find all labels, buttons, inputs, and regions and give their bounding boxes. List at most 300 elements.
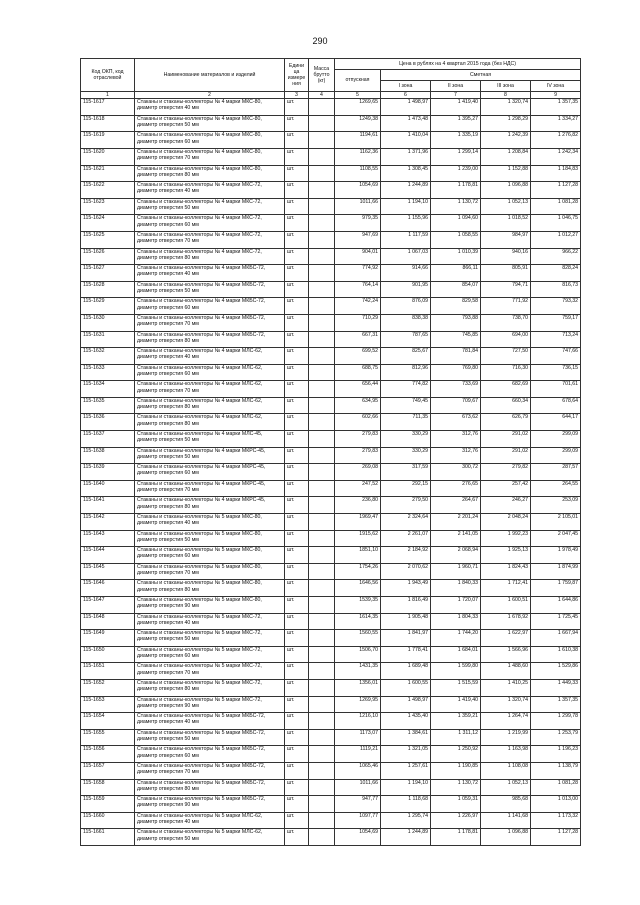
row-release-price: 1356,01 [335,679,381,696]
table-row [81,646,581,663]
row-name: Стаканы и стаканы-коллекторы № 5 марки МКС-80, диаметр отверстия 70 мм [135,563,285,580]
row-zone2-price: 1 804,33 [431,613,481,630]
row-unit: шт. [285,812,309,829]
row-zone2-price: 854,07 [431,281,481,298]
row-zone1-price: 749,45 [381,397,431,414]
row-unit: шт. [285,348,309,365]
row-zone4-price: 1 667,94 [531,630,581,647]
row-mass [309,314,335,331]
row-zone2-price: 733,69 [431,381,481,398]
row-mass [309,796,335,813]
row-mass [309,414,335,431]
row-zone3-price: 1 320,74 [481,99,531,116]
row-name: Стаканы и стаканы-коллекторы № 4 марки МКРС-45, диаметр отверстия 50 мм [135,447,285,464]
row-zone1-price: 1 410,04 [381,132,431,149]
row-unit: шт. [285,829,309,846]
row-zone1-price: 317,59 [381,464,431,481]
row-zone4-price: 1 184,83 [531,165,581,182]
row-zone3-price: 738,70 [481,314,531,331]
col-number: 5 [335,92,381,99]
row-unit: шт. [285,729,309,746]
row-mass [309,132,335,149]
row-zone2-price: 1 419,40 [431,99,481,116]
row-code: 115-1636 [81,414,135,431]
row-zone2-price: 1 250,92 [431,746,481,763]
row-mass [309,630,335,647]
table-row [81,231,581,248]
row-release-price: 764,14 [335,281,381,298]
row-name: Стаканы и стаканы-коллекторы № 5 марки МКБС-72, диаметр отверстия 60 мм [135,746,285,763]
row-code: 115-1638 [81,447,135,464]
table-row [81,530,581,547]
row-name: Стаканы и стаканы-коллекторы № 5 марки МКС-80, диаметр отверстия 80 мм [135,580,285,597]
row-mass [309,431,335,448]
row-zone4-price: 2 047,45 [531,530,581,547]
row-zone4-price: 1 242,34 [531,148,581,165]
row-unit: шт. [285,464,309,481]
row-name: Стаканы и стаканы-коллекторы № 5 марки МКС-80, диаметр отверстия 40 мм [135,514,285,531]
row-zone2-price: 1 130,72 [431,779,481,796]
row-mass [309,530,335,547]
row-zone2-price: 276,65 [431,480,481,497]
row-mass [309,829,335,846]
row-name: Стаканы и стаканы-коллекторы № 4 марки МКС-80, диаметр отверстия 70 мм [135,148,285,165]
row-code: 115-1646 [81,580,135,597]
row-zone4-price: 1 874,99 [531,563,581,580]
row-unit: шт. [285,530,309,547]
row-zone1-price: 1 067,03 [381,248,431,265]
row-zone4-price: 816,73 [531,281,581,298]
row-zone3-price: 1 992,23 [481,530,531,547]
row-code: 115-1639 [81,464,135,481]
row-name: Стаканы и стаканы-коллекторы № 5 марки МКС-72, диаметр отверстия 70 мм [135,663,285,680]
row-unit: шт. [285,746,309,763]
row-name: Стаканы и стаканы-коллекторы № 4 марки МКРС-45, диаметр отверстия 60 мм [135,464,285,481]
row-name: Стаканы и стаканы-коллекторы № 5 марки МКБС-72, диаметр отверстия 80 мм [135,779,285,796]
row-zone1-price: 2 184,92 [381,547,431,564]
row-zone2-price: 1 178,81 [431,182,481,199]
row-code: 115-1658 [81,779,135,796]
row-unit: шт. [285,397,309,414]
row-zone1-price: 1 118,68 [381,796,431,813]
row-zone2-price: 866,11 [431,265,481,282]
table-row [81,314,581,331]
row-mass [309,746,335,763]
row-code: 115-1626 [81,248,135,265]
row-zone3-price: 291,02 [481,447,531,464]
table-row [81,762,581,779]
row-mass [309,613,335,630]
col-number: 8 [481,92,531,99]
row-name: Стаканы и стаканы-коллекторы № 4 марки МКС-72, диаметр отверстия 60 мм [135,215,285,232]
row-zone1-price: 1 308,45 [381,165,431,182]
row-zone2-price: 1 419,40 [431,696,481,713]
row-zone3-price: 1 600,51 [481,597,531,614]
row-zone3-price: 1 096,88 [481,829,531,846]
row-mass [309,729,335,746]
row-zone4-price: 828,24 [531,265,581,282]
row-name: Стаканы и стаканы-коллекторы № 4 марки МКБС-72, диаметр отверстия 70 мм [135,314,285,331]
row-code: 115-1640 [81,480,135,497]
row-release-price: 247,52 [335,480,381,497]
row-mass [309,198,335,215]
row-zone2-price: 2 141,05 [431,530,481,547]
row-zone3-price: 1 152,88 [481,165,531,182]
row-zone1-price: 1 257,61 [381,762,431,779]
row-zone3-price: 985,68 [481,796,531,813]
row-unit: шт. [285,314,309,331]
row-zone2-price: 1 178,81 [431,829,481,846]
row-name: Стаканы и стаканы-коллекторы № 4 марки МКС-72, диаметр отверстия 40 мм [135,182,285,199]
row-zone2-price: 1 299,14 [431,148,481,165]
row-zone4-price: 1 138,79 [531,762,581,779]
row-code: 115-1617 [81,99,135,116]
row-zone2-price: 1 094,60 [431,215,481,232]
table-row [81,696,581,713]
row-zone4-price: 1 759,87 [531,580,581,597]
row-name: Стаканы и стаканы-коллекторы № 5 марки МКС-80, диаметр отверстия 90 мм [135,597,285,614]
row-code: 115-1634 [81,381,135,398]
row-release-price: 1646,56 [335,580,381,597]
row-unit: шт. [285,630,309,647]
table-row [81,281,581,298]
row-release-price: 1011,66 [335,779,381,796]
row-zone3-price: 1 018,52 [481,215,531,232]
row-name: Стаканы и стаканы-коллекторы № 4 марки МЛС-62, диаметр отверстия 70 мм [135,381,285,398]
row-zone1-price: 1 816,49 [381,597,431,614]
table-row [81,431,581,448]
row-zone4-price: 1 357,35 [531,696,581,713]
row-zone1-price: 1 778,41 [381,646,431,663]
row-zone3-price: 1 096,88 [481,182,531,199]
row-zone2-price: 1 359,21 [431,713,481,730]
row-release-price: 667,31 [335,331,381,348]
row-mass [309,397,335,414]
row-zone3-price: 1 052,13 [481,198,531,215]
table-row [81,563,581,580]
row-code: 115-1631 [81,331,135,348]
row-release-price: 1216,10 [335,713,381,730]
row-code: 115-1649 [81,630,135,647]
row-zone2-price: 1 190,85 [431,762,481,779]
row-zone4-price: 1 012,27 [531,231,581,248]
row-name: Стаканы и стаканы-коллекторы № 4 марки МКРС-45, диаметр отверстия 70 мм [135,480,285,497]
row-mass [309,679,335,696]
row-code: 115-1660 [81,812,135,829]
row-zone1-price: 1 943,49 [381,580,431,597]
row-zone2-price: 312,76 [431,431,481,448]
header-price-title: Цена в рублях на 4 квартал 2015 года (без НДС) [335,59,581,70]
row-unit: шт. [285,132,309,149]
table-row [81,630,581,647]
row-mass [309,547,335,564]
row-zone4-price: 1 978,49 [531,547,581,564]
row-name: Стаканы и стаканы-коллекторы № 4 марки МКС-72, диаметр отверстия 50 мм [135,198,285,215]
row-zone4-price: 1 529,86 [531,663,581,680]
row-zone2-price: 709,67 [431,397,481,414]
row-unit: шт. [285,580,309,597]
row-name: Стаканы и стаканы-коллекторы № 4 марки МКБС-72, диаметр отверстия 60 мм [135,298,285,315]
row-mass [309,364,335,381]
row-name: Стаканы и стаканы-коллекторы № 4 марки МКБС-72, диаметр отверстия 80 мм [135,331,285,348]
row-mass [309,663,335,680]
row-mass [309,248,335,265]
table-row [81,497,581,514]
header-estimate: Сметная [381,70,581,81]
row-zone4-price: 644,17 [531,414,581,431]
row-name: Стаканы и стаканы-коллекторы № 4 марки МКС-72, диаметр отверстия 80 мм [135,248,285,265]
row-code: 115-1621 [81,165,135,182]
row-zone1-price: 1 194,10 [381,779,431,796]
row-release-price: 1431,35 [335,663,381,680]
table-row [81,414,581,431]
column-number-row [81,92,581,99]
row-zone1-price: 787,65 [381,331,431,348]
row-unit: шт. [285,215,309,232]
row-zone3-price: 1 488,60 [481,663,531,680]
row-mass [309,812,335,829]
row-zone2-price: 1 239,00 [431,165,481,182]
row-mass [309,497,335,514]
row-mass [309,646,335,663]
row-name: Стаканы и стаканы-коллекторы № 5 марки МКС-72, диаметр отверстия 40 мм [135,613,285,630]
row-zone4-price: 1 299,78 [531,713,581,730]
row-name: Стаканы и стаканы-коллекторы № 4 марки МКБС-72, диаметр отверстия 50 мм [135,281,285,298]
row-zone3-price: 1 566,96 [481,646,531,663]
row-zone4-price: 747,66 [531,348,581,365]
row-zone3-price: 660,34 [481,397,531,414]
row-code: 115-1657 [81,762,135,779]
table-row [81,812,581,829]
row-release-price: 710,29 [335,314,381,331]
table-row [81,713,581,730]
row-release-price: 1915,62 [335,530,381,547]
row-zone4-price: 1 610,38 [531,646,581,663]
row-code: 115-1655 [81,729,135,746]
row-zone2-price: 1 599,80 [431,663,481,680]
row-zone1-price: 1 498,97 [381,99,431,116]
row-release-price: 1754,26 [335,563,381,580]
row-zone1-price: 812,96 [381,364,431,381]
row-unit: шт. [285,281,309,298]
row-zone3-price: 1 108,08 [481,762,531,779]
header-zone-2: II зона [431,81,481,92]
row-code: 115-1653 [81,696,135,713]
row-name: Стаканы и стаканы-коллекторы № 4 марки МЛС-62, диаметр отверстия 80 мм [135,397,285,414]
col-number: 7 [431,92,481,99]
row-zone1-price: 1 841,97 [381,630,431,647]
col-number: 4 [309,92,335,99]
row-mass [309,348,335,365]
row-unit: шт. [285,547,309,564]
row-mass [309,182,335,199]
row-zone3-price: 794,71 [481,281,531,298]
row-unit: шт. [285,198,309,215]
row-unit: шт. [285,514,309,531]
row-mass [309,580,335,597]
row-zone1-price: 1 244,89 [381,829,431,846]
row-unit: шт. [285,646,309,663]
row-code: 115-1622 [81,182,135,199]
row-zone4-price: 287,57 [531,464,581,481]
row-zone1-price: 279,50 [381,497,431,514]
row-zone3-price: 626,79 [481,414,531,431]
row-zone2-price: 264,67 [431,497,481,514]
row-zone1-price: 1 384,61 [381,729,431,746]
row-code: 115-1641 [81,497,135,514]
row-zone4-price: 1 644,86 [531,597,581,614]
row-zone3-price: 1 208,84 [481,148,531,165]
row-zone4-price: 1 127,28 [531,829,581,846]
row-zone2-price: 745,85 [431,331,481,348]
row-code: 115-1623 [81,198,135,215]
row-release-price: 1173,07 [335,729,381,746]
row-mass [309,298,335,315]
row-release-price: 699,52 [335,348,381,365]
row-zone1-price: 774,82 [381,381,431,398]
row-code: 115-1656 [81,746,135,763]
table-row [81,165,581,182]
row-release-price: 279,83 [335,447,381,464]
table-row [81,663,581,680]
row-name: Стаканы и стаканы-коллекторы № 4 марки МКБС-72, диаметр отверстия 40 мм [135,265,285,282]
row-code: 115-1625 [81,231,135,248]
col-number: 3 [285,92,309,99]
header-code: Код ОКП, код отраслевой [81,59,135,92]
row-release-price: 947,69 [335,231,381,248]
row-zone3-price: 1 163,98 [481,746,531,763]
header-name: Наименование материалов и изделий [135,59,285,92]
row-zone3-price: 771,92 [481,298,531,315]
row-zone3-price: 805,91 [481,265,531,282]
row-mass [309,447,335,464]
row-unit: шт. [285,597,309,614]
row-zone3-price: 1 925,13 [481,547,531,564]
row-zone3-price: 1 052,13 [481,779,531,796]
row-code: 115-1647 [81,597,135,614]
row-mass [309,215,335,232]
row-zone4-price: 1 334,27 [531,115,581,132]
row-code: 115-1624 [81,215,135,232]
row-code: 115-1637 [81,431,135,448]
row-unit: шт. [285,447,309,464]
row-zone4-price: 1 276,82 [531,132,581,149]
table-row [81,364,581,381]
row-mass [309,281,335,298]
row-zone3-price: 291,02 [481,431,531,448]
table-row [81,547,581,564]
row-zone1-price: 2 261,07 [381,530,431,547]
col-number: 9 [531,92,581,99]
row-zone1-price: 330,29 [381,431,431,448]
row-mass [309,165,335,182]
row-zone1-price: 1 295,74 [381,812,431,829]
row-zone1-price: 1 473,48 [381,115,431,132]
table-row [81,182,581,199]
row-zone2-price: 312,76 [431,447,481,464]
row-zone3-price: 1 242,39 [481,132,531,149]
row-zone1-price: 914,66 [381,265,431,282]
table-row [81,580,581,597]
row-name: Стаканы и стаканы-коллекторы № 5 марки МКС-80, диаметр отверстия 60 мм [135,547,285,564]
row-zone3-price: 1 824,43 [481,563,531,580]
row-unit: шт. [285,148,309,165]
row-name: Стаканы и стаканы-коллекторы № 4 марки МЛС-45, диаметр отверстия 50 мм [135,431,285,448]
row-name: Стаканы и стаканы-коллекторы № 5 марки МЛС-62, диаметр отверстия 50 мм [135,829,285,846]
row-zone1-price: 1 498,97 [381,696,431,713]
row-zone1-price: 330,29 [381,447,431,464]
row-unit: шт. [285,182,309,199]
row-zone4-price: 793,32 [531,298,581,315]
row-release-price: 774,92 [335,265,381,282]
row-mass [309,597,335,614]
row-zone2-price: 300,72 [431,464,481,481]
row-zone1-price: 1 689,48 [381,663,431,680]
row-zone1-price: 825,67 [381,348,431,365]
row-zone2-price: 1 335,19 [431,132,481,149]
row-release-price: 1119,21 [335,746,381,763]
table-row [81,381,581,398]
row-unit: шт. [285,115,309,132]
table-row [81,215,581,232]
row-zone3-price: 1 622,97 [481,630,531,647]
row-zone3-price: 279,82 [481,464,531,481]
row-mass [309,464,335,481]
row-release-price: 1269,95 [335,696,381,713]
row-zone4-price: 1 449,33 [531,679,581,696]
row-zone3-price: 1 320,74 [481,696,531,713]
row-zone3-price: 1 712,41 [481,580,531,597]
row-zone2-price: 1 720,07 [431,597,481,614]
row-zone2-price: 829,58 [431,298,481,315]
col-number: 2 [135,92,285,99]
row-name: Стаканы и стаканы-коллекторы № 5 марки МКС-72, диаметр отверстия 80 мм [135,679,285,696]
row-name: Стаканы и стаканы-коллекторы № 4 марки МКС-80, диаметр отверстия 60 мм [135,132,285,149]
table-row [81,464,581,481]
table-row [81,597,581,614]
table-row [81,613,581,630]
row-zone3-price: 984,97 [481,231,531,248]
row-zone3-price: 694,00 [481,331,531,348]
table-row [81,447,581,464]
header-release: отпускная [335,70,381,92]
row-release-price: 656,44 [335,381,381,398]
row-code: 115-1652 [81,679,135,696]
row-zone3-price: 1 410,25 [481,679,531,696]
price-table [80,58,581,846]
row-zone1-price: 1 321,05 [381,746,431,763]
row-release-price: 236,80 [335,497,381,514]
row-zone4-price: 1 725,45 [531,613,581,630]
row-release-price: 269,08 [335,464,381,481]
table-row [81,331,581,348]
row-code: 115-1651 [81,663,135,680]
table-row [81,779,581,796]
row-code: 115-1661 [81,829,135,846]
row-mass [309,762,335,779]
row-code: 115-1648 [81,613,135,630]
table-row [81,679,581,696]
table-row [81,514,581,531]
row-zone2-price: 1 059,31 [431,796,481,813]
row-release-price: 1560,55 [335,630,381,647]
row-zone3-price: 1 298,29 [481,115,531,132]
row-name: Стаканы и стаканы-коллекторы № 5 марки МКБС-72, диаметр отверстия 70 мм [135,762,285,779]
page-number: 290 [312,36,328,46]
row-zone3-price: 2 048,24 [481,514,531,531]
row-zone2-price: 1 744,20 [431,630,481,647]
row-zone2-price: 1 226,97 [431,812,481,829]
